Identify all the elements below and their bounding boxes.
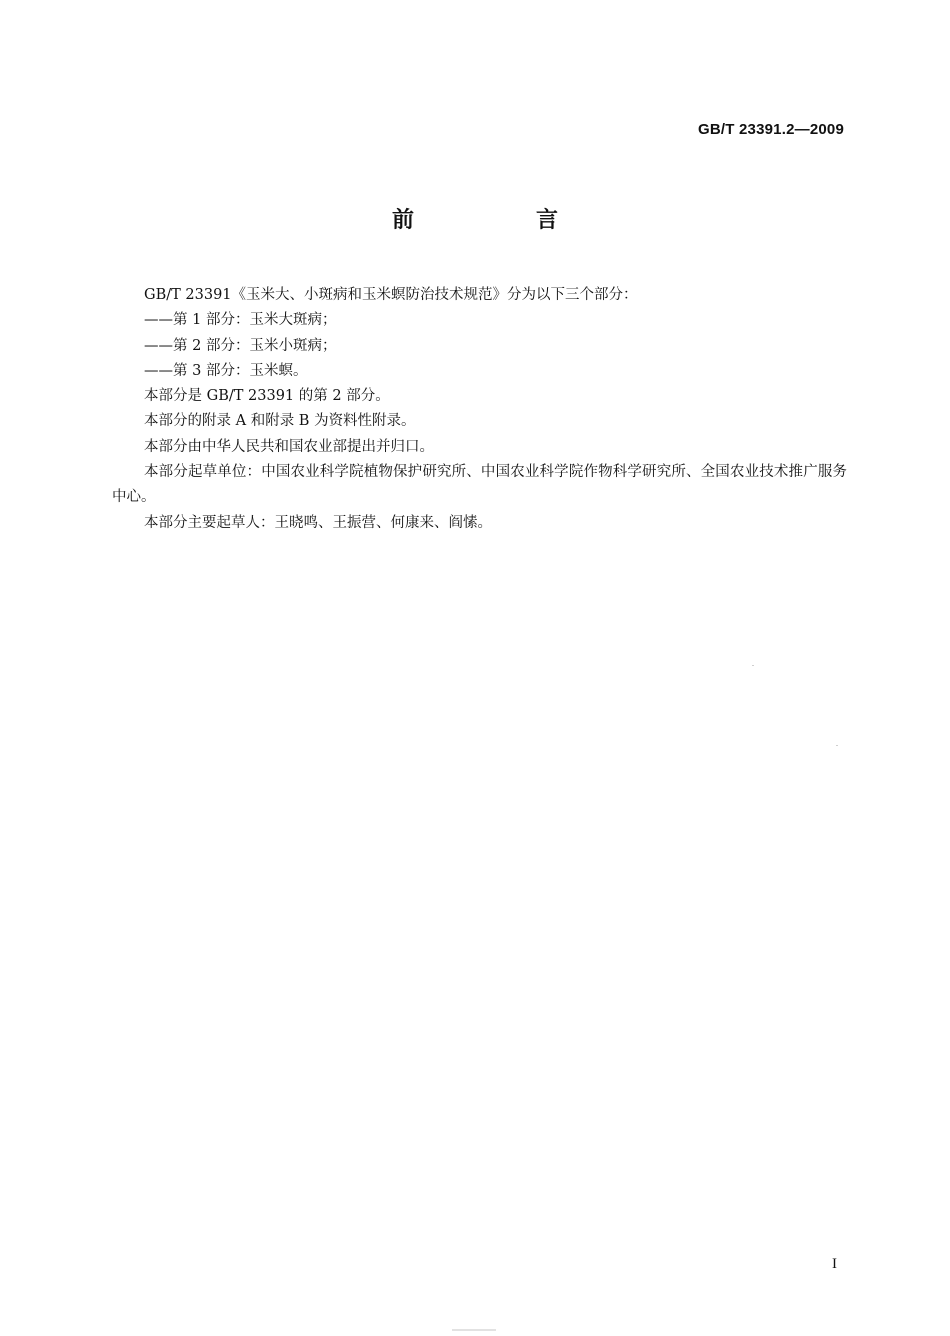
paragraph-part-2: ——第 2 部分：玉米小斑病； [144,337,337,354]
paragraph-proposed-by: 本部分由中华人民共和国农业部提出并归口。 [144,438,434,455]
paragraph-part-1: ——第 1 部分：玉米大斑病； [144,312,337,329]
paragraph-part-3: ——第 3 部分：玉米螟。 [144,362,308,379]
paragraph-drafting-units: 本部分起草单位：中国农业科学院植物保护研究所、中国农业科学院作物科学研究所、全国农业技术推广服务中心。 [112,464,847,506]
paragraph-this-part: 本部分是 GB/T 23391 的第 2 部分。 [144,388,390,405]
paragraph-parts-intro: GB/T 23391《玉米大、小斑病和玉米螟防治技术规范》分为以下三个部分： [144,287,638,303]
scan-speck [752,665,754,666]
paragraph-annexes: 本部分的附录 A 和附录 B 为资料性附录。 [144,413,416,430]
standard-number: GB/T 23391.2—2009 [698,121,844,138]
paragraph-drafters: 本部分主要起草人：王晓鸣、王振营、何康来、阎愫。 [144,514,492,531]
foreword-body [112,283,847,536]
scan-speck [836,745,838,746]
scan-footer-mark [452,1329,496,1331]
page-number: I [832,1256,837,1272]
foreword-title: 前 言 [391,208,608,233]
